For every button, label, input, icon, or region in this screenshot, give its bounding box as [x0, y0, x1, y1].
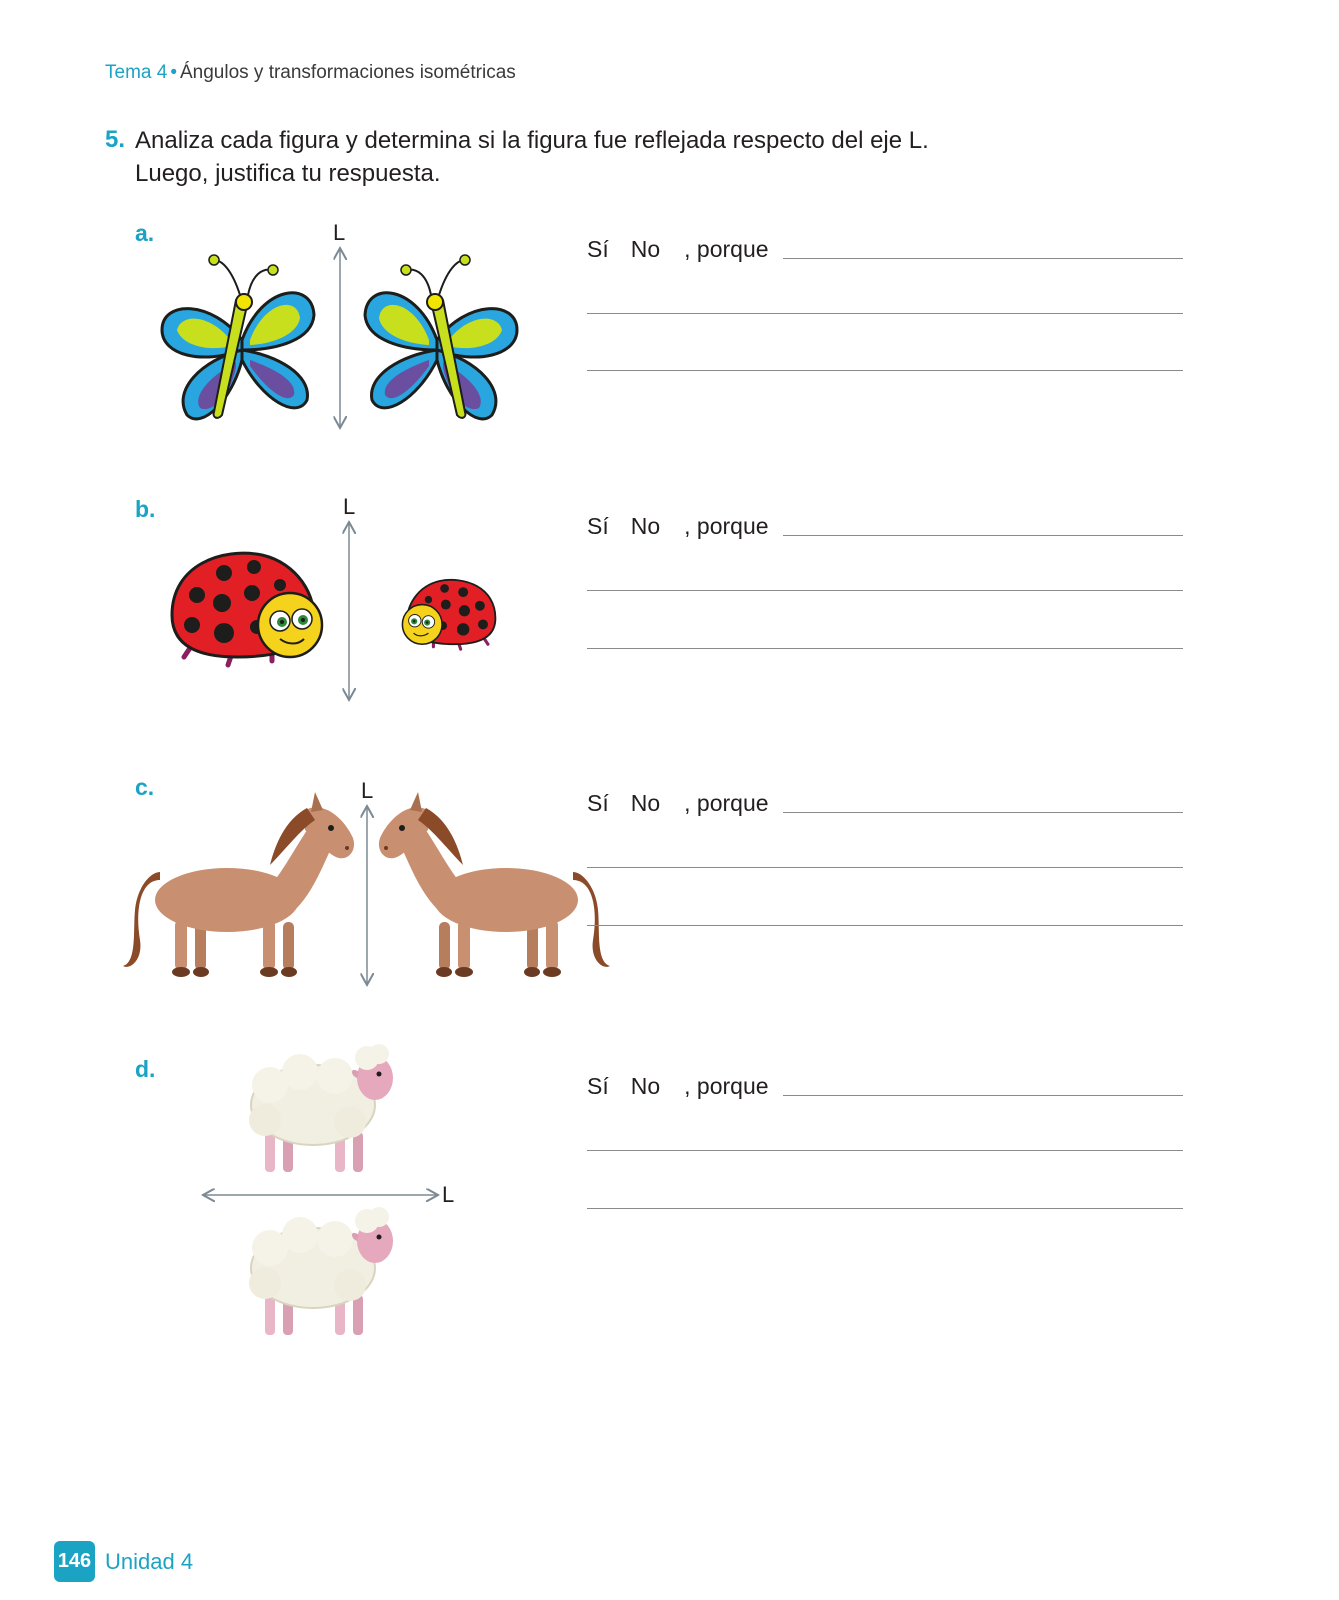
item-d-answer-line-3[interactable]	[587, 1208, 1183, 1209]
header-subtitle: Ángulos y transformaciones isométricas	[179, 62, 516, 83]
sheep-top	[249, 1044, 393, 1172]
item-a-porque: , porque	[684, 236, 769, 262]
header-separator: •	[170, 62, 177, 83]
item-c-si[interactable]: Sí	[587, 790, 609, 816]
item-d-no[interactable]: No	[630, 1073, 661, 1099]
item-a-si[interactable]: Sí	[587, 236, 609, 262]
item-d-axis-label: L	[442, 1182, 455, 1207]
item-d-porque: , porque	[684, 1073, 769, 1099]
question-line-1: Analiza cada figura y determina si la figura fue reflejada respecto del eje L.	[135, 127, 929, 154]
unit-label: Unidad 4	[105, 1549, 194, 1574]
item-b-no[interactable]: No	[630, 513, 661, 539]
item-a-no[interactable]: No	[630, 236, 661, 262]
item-c-axis-label: L	[361, 778, 374, 803]
item-c-porque: , porque	[684, 790, 769, 816]
item-d-answer-line-1[interactable]	[783, 1095, 1183, 1096]
item-c-label: c.	[135, 774, 155, 800]
item-d-answer-line-2[interactable]	[587, 1150, 1183, 1151]
item-b-porque: , porque	[684, 513, 769, 539]
item-d-si[interactable]: Sí	[587, 1073, 609, 1099]
tema-label: Tema 4	[105, 62, 168, 83]
item-b-axis-label: L	[343, 494, 356, 519]
item-b-label: b.	[135, 496, 156, 522]
item-a-label: a.	[135, 220, 155, 246]
item-b-si[interactable]: Sí	[587, 513, 609, 539]
item-d-label: d.	[135, 1056, 156, 1082]
page-number-badge: 146	[54, 1541, 95, 1582]
item-a-axis-label: L	[333, 220, 346, 245]
question-number: 5.	[105, 126, 126, 153]
item-c-no[interactable]: No	[630, 790, 661, 816]
sheep-bottom	[249, 1207, 393, 1335]
item-d-answer	[587, 1073, 769, 1100]
question-line-2: Luego, justifica tu respuesta.	[135, 160, 441, 187]
